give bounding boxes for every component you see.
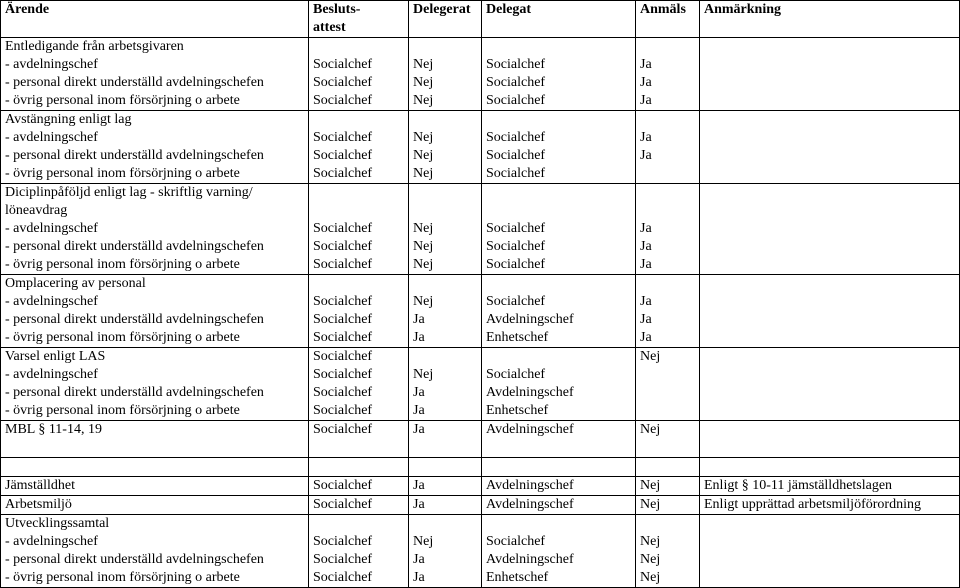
anmarkning-cell (700, 515, 960, 588)
cell-line: Ja (640, 93, 652, 108)
arende-cell (1, 496, 309, 515)
cell-line (704, 421, 959, 439)
arende-cell (1, 515, 309, 588)
cell-line: Socialchef (313, 57, 373, 72)
anmals-cell (636, 275, 700, 348)
cell-line: Socialchef (313, 403, 373, 418)
table-row (1, 38, 960, 111)
cell-line: Enligt § 10-11 jämställdhetslagen (704, 478, 893, 493)
cell-line: Socialchef (313, 166, 373, 181)
cell-line: - avdelningschef (5, 57, 98, 72)
cell-line: Socialchef (486, 239, 546, 254)
cell-line (704, 129, 959, 147)
delegerat-cell (409, 184, 482, 275)
cell-line: Socialchef (313, 93, 373, 108)
cell-line: Ja (413, 478, 425, 493)
cell-line: - personal direkt underställd avdelningschefen (5, 552, 264, 567)
empty-cell (309, 458, 409, 477)
anmals-cell (636, 111, 700, 184)
beslutsattest-cell (309, 348, 409, 421)
cell-line (313, 111, 408, 129)
cell-line (704, 275, 959, 293)
cell-line: Ja (413, 330, 425, 345)
cell-line (704, 348, 959, 366)
table-row (1, 496, 960, 515)
cell-line (640, 111, 699, 129)
cell-line: - avdelningschef (5, 367, 98, 382)
cell-line: Socialchef (313, 349, 373, 364)
delegat-cell (482, 477, 636, 496)
cell-line: Ja (640, 75, 652, 90)
cell-line (313, 38, 408, 56)
cell-line: Ja (640, 294, 652, 309)
cell-line (704, 402, 959, 420)
cell-line: Socialchef (313, 570, 373, 585)
cell-line (313, 184, 408, 202)
cell-line: löneavdrag (5, 203, 68, 218)
empty-cell (409, 458, 482, 477)
cell-line: Ja (640, 330, 652, 345)
cell-line: Nej (640, 422, 661, 437)
cell-line: Nej (640, 534, 661, 549)
cell-line (704, 311, 959, 329)
header-anmarkning: Anmärkning (700, 1, 960, 38)
anmals-cell (636, 496, 700, 515)
delegat-cell (482, 275, 636, 348)
anmarkning-cell (700, 184, 960, 275)
cell-line: Ja (413, 403, 425, 418)
anmarkning-cell (700, 496, 960, 515)
cell-line (704, 551, 959, 569)
cell-line (640, 202, 699, 220)
cell-line: Avdelningschef (486, 552, 574, 567)
cell-line: Socialchef (313, 239, 373, 254)
arende-cell (1, 275, 309, 348)
header-row (1, 1, 960, 38)
cell-line (486, 184, 635, 202)
delegat-cell (482, 184, 636, 275)
cell-line: Nej (640, 478, 661, 493)
anmarkning-cell (700, 348, 960, 421)
anmals-cell (636, 38, 700, 111)
anmals-cell (636, 515, 700, 588)
cell-line: Ja (640, 57, 652, 72)
cell-line: Avdelningschef (486, 312, 574, 327)
cell-line (704, 147, 959, 165)
cell-line (704, 515, 959, 533)
cell-line: Nej (413, 221, 434, 236)
cell-line (704, 366, 959, 384)
cell-line (313, 202, 408, 220)
cell-line: - personal direkt underställd avdelningschefen (5, 75, 264, 90)
cell-line (486, 515, 635, 533)
cell-line: Nej (640, 349, 661, 364)
arende-cell (1, 111, 309, 184)
cell-line (640, 275, 699, 293)
cell-line: Nej (413, 57, 434, 72)
cell-line: Enhetschef (486, 403, 549, 418)
cell-line (413, 184, 481, 202)
cell-line: Avdelningschef (486, 422, 574, 437)
cell-line (640, 402, 699, 420)
cell-line: Socialchef (486, 221, 546, 236)
cell-line: Socialchef (486, 148, 546, 163)
cell-line (413, 111, 481, 129)
empty-cell (700, 458, 960, 477)
cell-line: - övrig personal inom försörjning o arbete (5, 166, 240, 181)
cell-line: Nej (413, 148, 434, 163)
anmals-cell (636, 421, 700, 458)
cell-line: Diciplinpåföljd enligt lag - skriftlig varning/ (5, 185, 253, 200)
cell-line: Ja (640, 257, 652, 272)
cell-line (486, 348, 635, 366)
delegerat-cell (409, 111, 482, 184)
cell-line: Socialchef (313, 367, 373, 382)
cell-line: Nej (640, 552, 661, 567)
cell-line: Socialchef (313, 422, 373, 437)
cell-line (704, 256, 959, 274)
beslutsattest-cell (309, 477, 409, 496)
cell-line: Socialchef (313, 257, 373, 272)
cell-line: Socialchef (313, 130, 373, 145)
cell-line (640, 38, 699, 56)
delegat-cell (482, 515, 636, 588)
table-row (1, 184, 960, 275)
cell-line: Socialchef (486, 57, 546, 72)
spacer-row (1, 458, 960, 477)
cell-line: - övrig personal inom försörjning o arbete (5, 93, 240, 108)
cell-line: Avdelningschef (486, 385, 574, 400)
cell-line: Socialchef (313, 294, 373, 309)
anmarkning-cell (700, 477, 960, 496)
cell-line (640, 366, 699, 384)
cell-line: Socialchef (313, 552, 373, 567)
table-row (1, 515, 960, 588)
empty-cell (1, 458, 309, 477)
cell-line: Socialchef (486, 294, 546, 309)
cell-line: - personal direkt underställd avdelningschefen (5, 239, 264, 254)
arende-cell (1, 38, 309, 111)
cell-line: Socialchef (313, 330, 373, 345)
cell-line: Socialchef (486, 166, 546, 181)
cell-line: - övrig personal inom försörjning o arbete (5, 257, 240, 272)
cell-line: Ja (413, 552, 425, 567)
anmals-cell (636, 477, 700, 496)
cell-line: Socialchef (486, 367, 546, 382)
beslutsattest-cell (309, 184, 409, 275)
table-row (1, 421, 960, 458)
table-row (1, 111, 960, 184)
cell-line: Jämställdhet (5, 478, 75, 493)
cell-line (704, 184, 959, 202)
cell-line: Nej (413, 166, 434, 181)
cell-line: Enhetschef (486, 570, 549, 585)
anmals-cell (636, 184, 700, 275)
cell-line: - avdelningschef (5, 534, 98, 549)
table-row (1, 477, 960, 496)
cell-line (486, 202, 635, 220)
cell-line: Enligt upprättad arbetsmiljöförordning (704, 497, 921, 512)
cell-line: Socialchef (486, 130, 546, 145)
header-anmals: Anmäls (636, 1, 700, 38)
cell-line: - personal direkt underställd avdelningschefen (5, 312, 264, 327)
cell-line: Socialchef (486, 534, 546, 549)
table-row (1, 348, 960, 421)
cell-line (704, 202, 959, 220)
cell-line: Arbetsmiljö (5, 497, 72, 512)
cell-line: Avdelningschef (486, 478, 574, 493)
cell-line: Ja (413, 570, 425, 585)
cell-line: Ja (413, 497, 425, 512)
cell-line: Socialchef (313, 221, 373, 236)
cell-line: Socialchef (486, 75, 546, 90)
cell-line: Ja (640, 148, 652, 163)
cell-line: Ja (413, 312, 425, 327)
cell-line: Nej (413, 75, 434, 90)
cell-line (704, 92, 959, 110)
delegerat-cell (409, 38, 482, 111)
delegat-cell (482, 38, 636, 111)
cell-line: Ja (640, 221, 652, 236)
beslutsattest-cell (309, 515, 409, 588)
cell-line: - personal direkt underställd avdelningschefen (5, 148, 264, 163)
cell-line (704, 56, 959, 74)
cell-line (313, 275, 408, 293)
header-delegerat: Delegerat (409, 1, 482, 38)
cell-line (704, 533, 959, 551)
cell-line: Socialchef (313, 312, 373, 327)
cell-line: Socialchef (313, 75, 373, 90)
cell-line (413, 38, 481, 56)
delegat-cell (482, 111, 636, 184)
cell-line: Ja (413, 385, 425, 400)
cell-line (486, 275, 635, 293)
cell-line: Nej (413, 130, 434, 145)
empty-cell (482, 458, 636, 477)
cell-line (704, 111, 959, 129)
cell-line: Nej (413, 534, 434, 549)
cell-line (413, 202, 481, 220)
delegat-cell (482, 496, 636, 515)
delegat-cell (482, 421, 636, 458)
delegerat-cell (409, 496, 482, 515)
cell-line: Socialchef (313, 497, 373, 512)
cell-line: Socialchef (486, 93, 546, 108)
table-body (1, 38, 960, 588)
cell-line: - övrig personal inom försörjning o arbete (5, 570, 240, 585)
cell-line (704, 220, 959, 238)
cell-line: Socialchef (313, 534, 373, 549)
anmarkning-cell (700, 38, 960, 111)
anmarkning-cell (700, 275, 960, 348)
cell-line: MBL § 11-14, 19 (5, 422, 102, 437)
cell-line (313, 515, 408, 533)
cell-line: Nej (413, 93, 434, 108)
table-row (1, 275, 960, 348)
header-beslutsattest: Besluts- attest (309, 1, 409, 38)
cell-line: - personal direkt underställd avdelningschefen (5, 385, 264, 400)
cell-line: Enhetschef (486, 330, 549, 345)
beslutsattest-cell (309, 496, 409, 515)
cell-line: Nej (413, 367, 434, 382)
cell-line (486, 38, 635, 56)
arende-cell (1, 348, 309, 421)
arende-cell (1, 421, 309, 458)
cell-line: - övrig personal inom försörjning o arbete (5, 403, 240, 418)
cell-line: - avdelningschef (5, 221, 98, 236)
cell-line (704, 384, 959, 402)
cell-line: Avstängning enligt lag (5, 112, 132, 127)
cell-line (704, 293, 959, 311)
delegerat-cell (409, 515, 482, 588)
delegerat-cell (409, 275, 482, 348)
cell-line: Ja (640, 130, 652, 145)
delegerat-cell (409, 421, 482, 458)
cell-line: Ja (413, 422, 425, 437)
cell-line (640, 165, 699, 183)
cell-line (640, 384, 699, 402)
anmarkning-cell (700, 421, 960, 458)
cell-line: - avdelningschef (5, 130, 98, 145)
delegerat-cell (409, 477, 482, 496)
anmals-cell (636, 348, 700, 421)
delegerat-cell (409, 348, 482, 421)
cell-line (640, 184, 699, 202)
cell-line: Varsel enligt LAS (5, 349, 106, 364)
cell-line (704, 238, 959, 256)
header-arende: Ärende (1, 1, 309, 38)
cell-line: Nej (413, 239, 434, 254)
cell-line: Nej (640, 497, 661, 512)
cell-line: Socialchef (313, 385, 373, 400)
empty-cell (636, 458, 700, 477)
cell-line (486, 111, 635, 129)
cell-line: Omplacering av personal (5, 276, 146, 291)
cell-line (704, 329, 959, 347)
cell-line: Nej (413, 257, 434, 272)
cell-line: Socialchef (313, 148, 373, 163)
cell-line (704, 569, 959, 587)
cell-line (704, 38, 959, 56)
cell-line: Avdelningschef (486, 497, 574, 512)
cell-line (640, 515, 699, 533)
cell-line: - övrig personal inom försörjning o arbete (5, 330, 240, 345)
cell-line (413, 275, 481, 293)
cell-line (704, 165, 959, 183)
beslutsattest-cell (309, 38, 409, 111)
anmarkning-cell (700, 111, 960, 184)
cell-line: Ja (640, 312, 652, 327)
delegat-cell (482, 348, 636, 421)
cell-line: Nej (413, 294, 434, 309)
beslutsattest-cell (309, 275, 409, 348)
cell-line: Entledigande från arbetsgivaren (5, 39, 184, 54)
cell-line: Ja (640, 239, 652, 254)
arende-cell (1, 184, 309, 275)
arende-cell (1, 477, 309, 496)
beslutsattest-cell (309, 421, 409, 458)
header-delegat: Delegat (482, 1, 636, 38)
cell-line: - avdelningschef (5, 294, 98, 309)
cell-line: Utvecklingssamtal (5, 516, 110, 531)
cell-line (704, 74, 959, 92)
cell-line: Nej (640, 570, 661, 585)
cell-line: Socialchef (313, 478, 373, 493)
cell-line (413, 348, 481, 366)
beslutsattest-cell (309, 111, 409, 184)
cell-line (413, 515, 481, 533)
cell-line: Socialchef (486, 257, 546, 272)
